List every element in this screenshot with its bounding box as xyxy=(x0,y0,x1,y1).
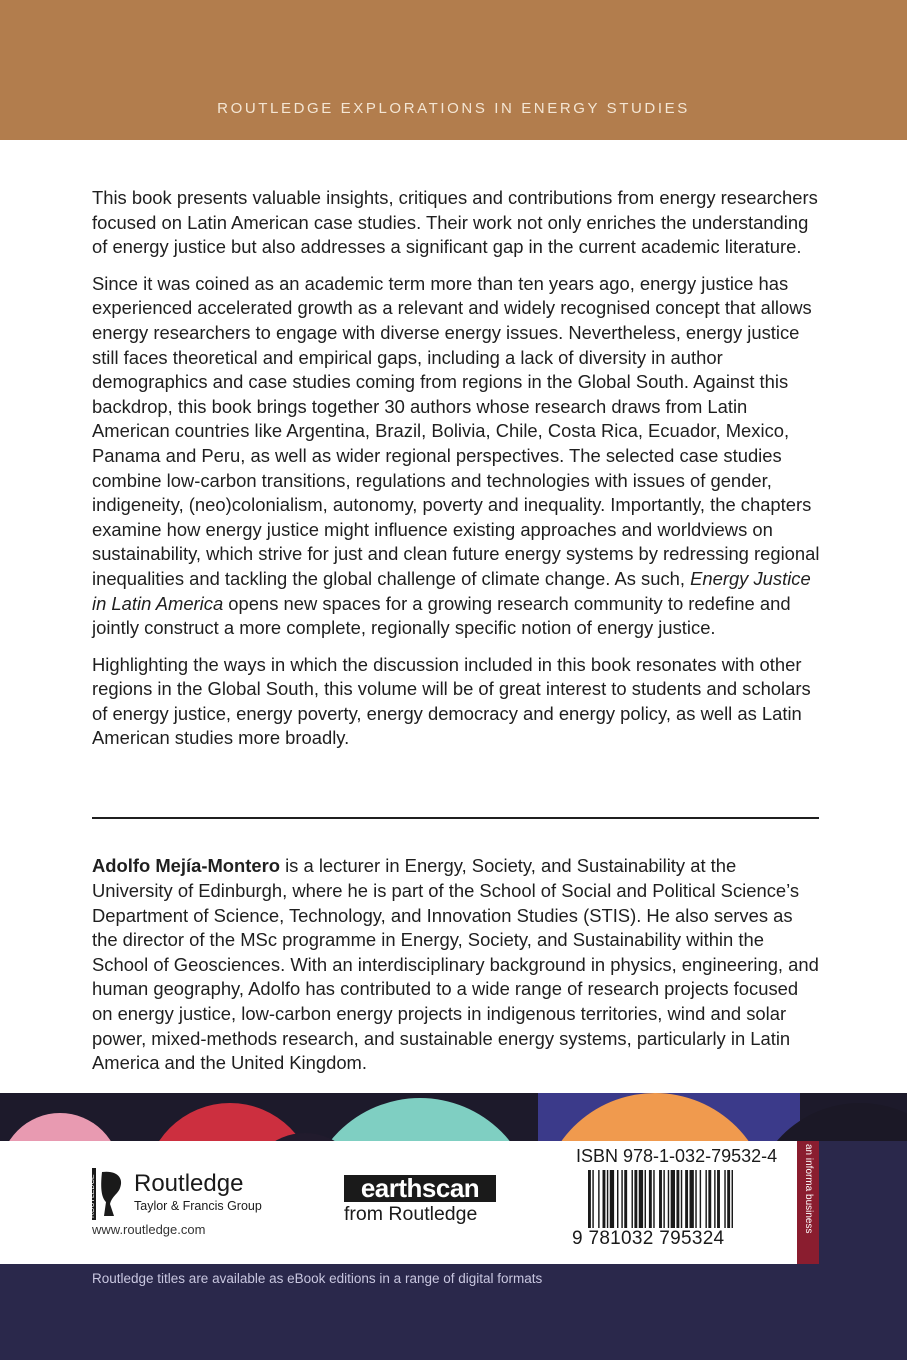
barcode-bar xyxy=(708,1170,711,1228)
isbn-label: ISBN 978-1-032-79532-4 xyxy=(576,1146,778,1166)
barcode-bar xyxy=(598,1170,599,1228)
barcode-bar xyxy=(617,1170,618,1228)
header-band xyxy=(0,0,907,140)
divider xyxy=(92,817,819,819)
barcode-bar xyxy=(603,1170,606,1228)
barcode-bar xyxy=(645,1170,646,1228)
routledge-logo-vertical-text: ROUTLEDGE xyxy=(89,1174,96,1218)
barcode-bar xyxy=(695,1170,696,1228)
barcode-bar xyxy=(624,1170,627,1228)
description-paragraph-1: This book presents valuable insights, critiques and contributions from energy researchers focused on Latin American case studies. Their work not only enriches the understanding of energy justice but also addresses a significant gap in the current academic literature. xyxy=(92,187,818,258)
informa-strip xyxy=(797,1141,819,1264)
barcode-bar xyxy=(634,1170,637,1228)
barcode-bar xyxy=(717,1170,720,1228)
description xyxy=(92,186,822,763)
publisher-group: Taylor & Francis Group xyxy=(134,1199,262,1213)
barcode-bar xyxy=(588,1170,591,1228)
barcode-bar xyxy=(607,1170,608,1228)
barcode-bar xyxy=(700,1170,701,1228)
imprint-logo: earthscan xyxy=(344,1175,496,1202)
barcode-bar xyxy=(732,1170,733,1228)
description-paragraph-2 xyxy=(92,272,822,641)
barcode-bar xyxy=(639,1170,643,1228)
author-bio-paragraph xyxy=(92,854,822,1075)
barcode-bar xyxy=(621,1170,622,1228)
barcode-bar xyxy=(676,1170,679,1228)
barcode-bar xyxy=(681,1170,682,1228)
barcode-bar xyxy=(685,1170,688,1228)
author-bio-text: is a lecturer in Energy, Society, and Sustainability at the University of Edinburgh, where he is part of the School of Social and Political Science’s Department of Science, Technology, and Innovation Studies (STIS). He also serves as the director of the MSc programme in Energy, Society, and Sustainability within the School of Geosciences. With an interdisciplinary background in physics, engineering, and human geography, Adolfo has contributed to a wide range of research projects focused on energy justice, low-carbon energy projects in indigenous territories, wind and solar power, mixed-methods research, and sustainable energy systems, particularly in Latin America and the United Kingdom. xyxy=(92,855,819,1074)
barcode-bar xyxy=(649,1170,652,1228)
barcode-bar xyxy=(705,1170,706,1228)
author-name: Adolfo Mejía-Montero xyxy=(92,855,280,877)
description-paragraph-2-start: Since it was coined as an academic term more than ten years ago, energy justice has experienced accelerated growth as a relevant and widely recognised concept that allows energy researchers to engage with diverse energy issues. Nevertheless, energy justice still faces theoretical and empirical gaps, including a lack of diversity in author demographics and case studies coming from regions in the Global South. Against this backdrop, this book brings together 30 authors whose research draws from Latin American countries like Argentina, Brazil, Bolivia, Chile, Costa Rica, Ecuador, Mexico, Panama and Peru, as well as wider regional perspectives. The selected case studies combine low-carbon transitions, regulations and technologies with issues of gender, indigeneity, (neo)colonialism, autonomy, poverty and inequality. Importantly, the chapters examine how energy justice might influence existing approaches and worldviews on sustainability, which strive for just and clean future energy systems by redressing regional inequalities and tackling the global challenge of climate change. As such, xyxy=(92,272,820,589)
barcode-bar xyxy=(663,1170,664,1228)
description-paragraph-3: Highlighting the ways in which the discussion included in this book resonates with other regions in the Global South, this volume will be of great interest to students and scholars of energy justice, energy poverty, energy democracy and energy policy, as well as Latin American studies more broadly. xyxy=(92,653,811,749)
barcode-bar xyxy=(727,1170,730,1228)
series-title: ROUTLEDGE EXPLORATIONS IN ENERGY STUDIES xyxy=(217,100,690,117)
imprint-sub: from Routledge xyxy=(344,1203,478,1225)
description-paragraph-2-end: opens new spaces for a growing research community to redefine and jointly construct a more complete, regionally specific notion of energy justice. xyxy=(92,592,791,639)
book-title: Energy Justice in Latin America xyxy=(92,567,811,614)
decorative-art-band xyxy=(0,1093,907,1141)
barcode-digits: 9 781032 795324 xyxy=(572,1228,725,1249)
barcode-bar xyxy=(653,1170,654,1228)
barcode-bar xyxy=(671,1170,675,1228)
barcode-bar xyxy=(610,1170,614,1228)
barcode-bar xyxy=(592,1170,593,1228)
barcode-bar xyxy=(632,1170,633,1228)
barcode-bar xyxy=(668,1170,669,1228)
publisher-url: www.routledge.com xyxy=(92,1222,206,1237)
informa-label: an informa business xyxy=(803,1144,814,1234)
barcode-bar xyxy=(724,1170,725,1228)
barcode-bar xyxy=(659,1170,662,1228)
publisher-name: Routledge xyxy=(134,1170,244,1197)
author-bio xyxy=(92,836,822,1094)
footer-text: Routledge titles are available as eBook editions in a range of digital formats xyxy=(92,1271,543,1286)
barcode-bar xyxy=(714,1170,715,1228)
right-strip xyxy=(819,1141,907,1264)
barcode-bar xyxy=(690,1170,694,1228)
barcode-icon xyxy=(588,1170,787,1228)
